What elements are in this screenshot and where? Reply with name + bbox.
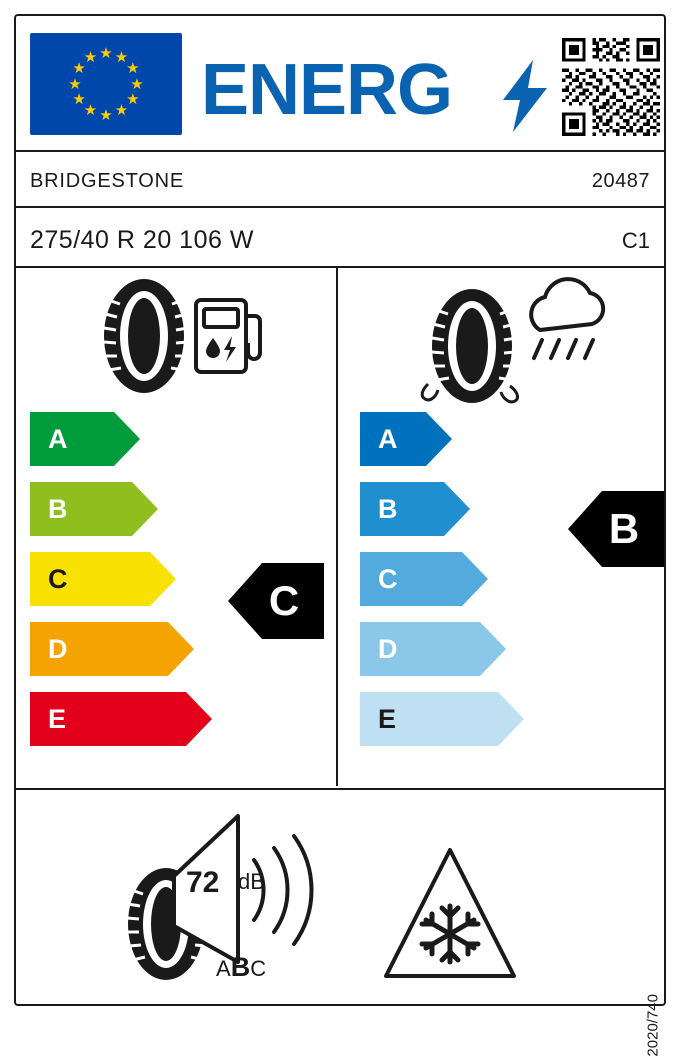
- fuel-grade-row: [30, 692, 230, 746]
- wet-grade-bar: [360, 482, 470, 536]
- fuel-efficiency-panel: [16, 268, 334, 786]
- regulation-reference: 2020/740: [645, 994, 662, 1057]
- wet-grade-row: [360, 692, 540, 746]
- wet-rating-letter: B: [608, 505, 640, 552]
- fuel-rating-marker: [228, 563, 324, 639]
- fuel-grade-row: [30, 552, 230, 606]
- fuel-rating-letter: C: [268, 577, 300, 624]
- wet-grade-letter: B: [378, 494, 398, 524]
- noise-class-a: A: [216, 956, 231, 981]
- wet-grade-bar: [360, 412, 452, 466]
- eu-star-icon: ★: [99, 44, 113, 62]
- noise-class-b: B: [230, 952, 251, 982]
- fuel-grade-row: [30, 412, 230, 466]
- noise-unit: dB: [238, 869, 265, 894]
- eu-star-icon: ★: [130, 75, 144, 93]
- wet-grade-row: [360, 412, 540, 466]
- tyre-size: 275/40 R 20 106 W: [30, 226, 254, 254]
- tyre-class: C1: [621, 228, 650, 253]
- eu-star-icon: ★: [83, 102, 98, 120]
- fuel-grade-letter: A: [48, 424, 68, 454]
- fuel-grade-row: [30, 482, 230, 536]
- wet-grade-letter: E: [378, 704, 397, 734]
- wet-grade-letter: D: [378, 634, 398, 664]
- qr-code-icon: [562, 38, 660, 136]
- divider-brand: [16, 206, 664, 208]
- wet-grade-row: [360, 482, 540, 536]
- eu-flag-icon: [30, 33, 182, 135]
- wet-grade-row: [360, 622, 540, 676]
- fuel-grade-letter: D: [48, 634, 68, 664]
- fuel-grade-scale: [30, 412, 230, 762]
- tyre-fuel-pump-icon: [86, 278, 266, 394]
- snowflake-mountain-icon: [382, 844, 518, 984]
- eu-star-icon: ★: [83, 48, 98, 66]
- eu-star-icon: ★: [114, 48, 129, 66]
- fuel-grade-bar: [30, 412, 140, 466]
- brand-name: BRIDGESTONE: [30, 170, 185, 192]
- fuel-grade-letter: E: [48, 704, 67, 734]
- tyre-rain-cloud-icon: [414, 278, 610, 408]
- eu-star-icon: ★: [126, 91, 140, 108]
- eu-star-icon: ★: [72, 60, 86, 77]
- fuel-grade-letter: B: [48, 494, 68, 524]
- eu-star-icon: ★: [114, 102, 129, 120]
- noise-class-c: C: [250, 956, 267, 981]
- wet-grade-row: [360, 552, 540, 606]
- model-code: 20487: [591, 170, 650, 192]
- label-header: [16, 16, 664, 146]
- wet-grip-panel: [338, 268, 664, 786]
- wet-grade-letter: C: [378, 564, 398, 594]
- fuel-grade-row: [30, 622, 230, 676]
- eu-star-icon: ★: [72, 91, 86, 108]
- wet-grade-letter: A: [378, 424, 398, 454]
- eu-star-icon: ★: [68, 75, 82, 93]
- fuel-grade-letter: C: [48, 564, 68, 594]
- eu-star-icon: ★: [126, 60, 140, 77]
- page-title: ENERG: [201, 50, 453, 130]
- noise-and-grip-panel: [16, 790, 664, 1004]
- divider-header: [16, 150, 664, 152]
- wet-grade-scale: [360, 412, 540, 762]
- wet-rating-marker: [568, 491, 664, 567]
- noise-class-scale: [216, 952, 266, 983]
- eu-star-icon: ★: [99, 106, 113, 124]
- noise-value: 72: [186, 866, 220, 899]
- lightning-bolt-icon: [503, 60, 547, 132]
